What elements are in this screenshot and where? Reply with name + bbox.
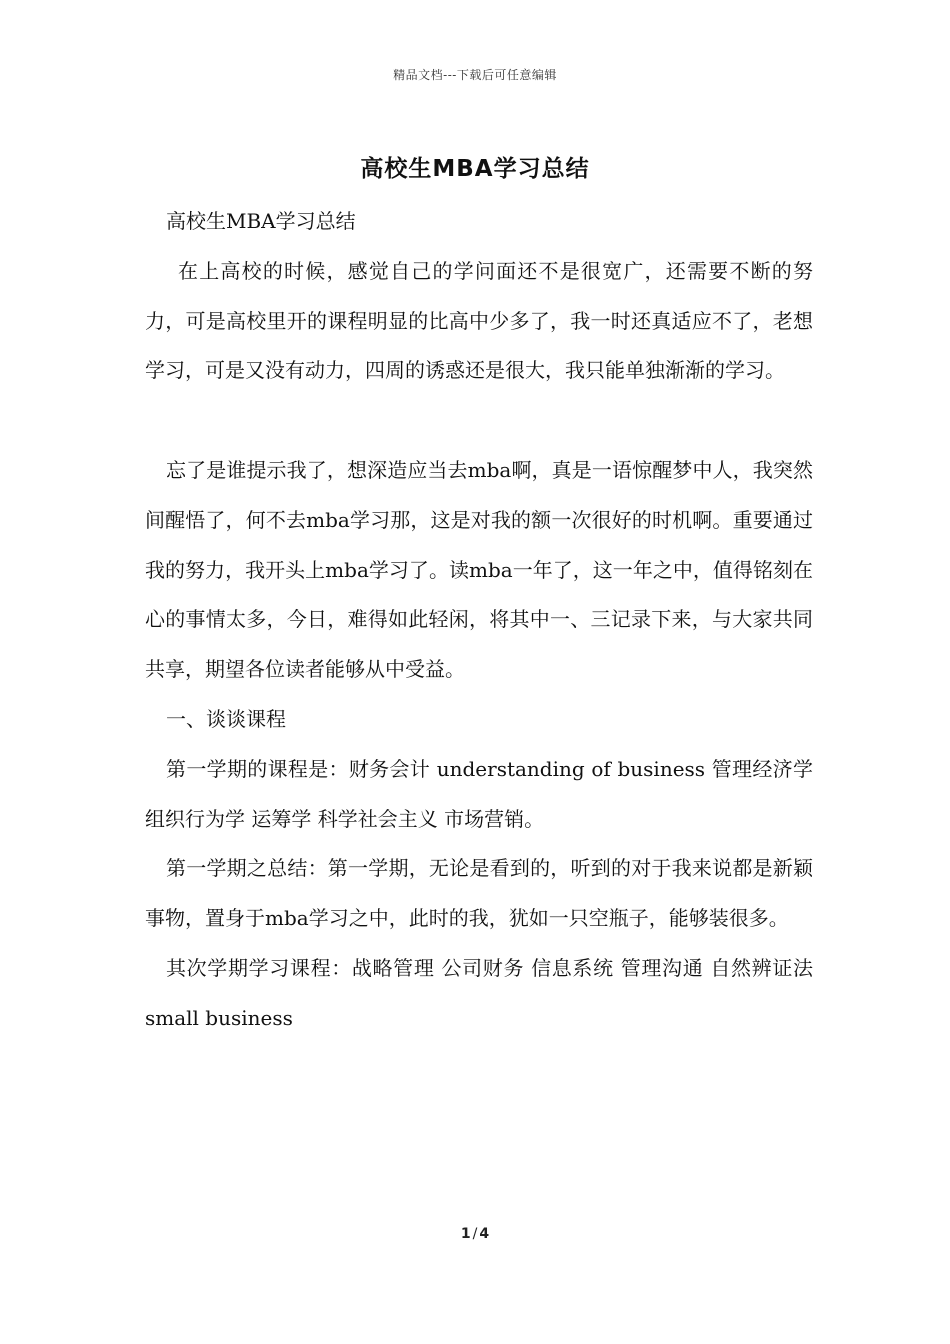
body-paragraph: 其次学期学习课程：战略管理 公司财务 信息系统 管理沟通 自然辨证法 small business [145, 955, 813, 1030]
page-total: 4 [479, 1226, 490, 1242]
page-number [0, 1226, 950, 1242]
body-paragraph: 忘了是谁提示我了，想深造应当去mba啊，真是一语惊醒梦中人，我突然间醒悟了，何不去mba学习那，这是对我的额一次很好的时机啊。重要通过我的努力，我开头上mba学习了。读mba一年了，这一年之中，值得铭刻在心的事情太多，今日，难得如此轻闲，将其中一、三记录下来，与大家共同共享，期望各位读者能够从中受益。 [145, 457, 813, 682]
page-header: 精品文档---下载后可任意编辑 [393, 68, 557, 82]
page-current: 1 [460, 1226, 471, 1242]
page-separator: / [472, 1226, 478, 1242]
body-paragraph: 第一学期之总结：第一学期，无论是看到的，听到的对于我来说都是新颖事物，置身于mba学习之中，此时的我，犹如一只空瓶子，能够装很多。 [145, 856, 813, 931]
paragraph-spacer [145, 396, 813, 446]
document-title: 高校生MBA学习总结 [360, 156, 590, 182]
subtitle-paragraph: 高校生MBA学习总结 [166, 209, 356, 233]
body-paragraph: 第一学期的课程是：财务会计 understanding of business 管理经济学 组织行为学 运筹学 科学社会主义 市场营销。 [145, 756, 813, 831]
document-body [145, 197, 813, 1044]
body-paragraph: 在上高校的时候，感觉自己的学问面还不是很宽广，还需要不断的努力，可是高校里开的课程明显的比高中少多了，我一时还真适应不了，老想学习，可是又没有动力，四周的诱惑还是很大，我只能单独渐渐的学习。 [145, 258, 813, 383]
section-heading: 一、谈谈课程 [166, 706, 286, 731]
